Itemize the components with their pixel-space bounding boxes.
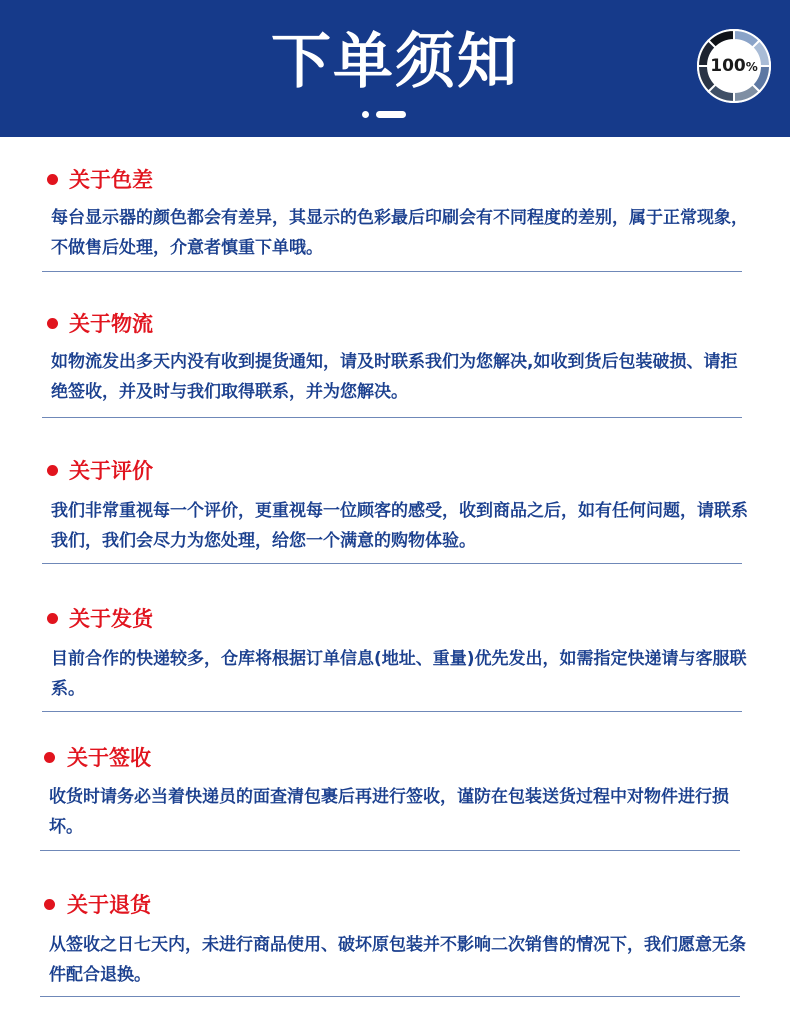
section-header — [0, 456, 790, 486]
bullet-icon — [44, 899, 55, 910]
section-body: 如物流发出多天内没有收到提货通知，请及时联系我们为您解决,如收到货后包装破损、请拒绝签收，并及时与我们取得联系，并为您解决。 — [51, 352, 738, 402]
section-body: 每台显示器的颜色都会有差异，其显示的色彩最后印刷会有不同程度的差别，属于正常现象，不做售后处理，介意者慎重下单哦。 — [51, 208, 748, 258]
bullet-icon — [47, 174, 58, 185]
section-divider — [40, 996, 740, 997]
header-banner — [0, 0, 790, 137]
gauge-label — [696, 28, 772, 104]
section-header — [0, 165, 790, 195]
section-divider — [42, 417, 742, 418]
section-title: 关于退货 — [67, 893, 151, 917]
section-header — [0, 604, 790, 634]
section-divider — [42, 271, 742, 272]
notice-section-return — [0, 890, 790, 1002]
section-header — [0, 743, 790, 773]
section-header — [0, 890, 790, 920]
gauge-value: 100 — [710, 56, 746, 76]
section-title: 关于签收 — [67, 746, 151, 770]
section-title: 关于评价 — [69, 459, 153, 483]
bullet-icon — [47, 465, 58, 476]
notice-section-review — [0, 456, 790, 568]
title-decoration — [362, 110, 412, 120]
notice-section-color — [0, 165, 790, 275]
section-divider — [42, 711, 742, 712]
section-title: 关于发货 — [69, 607, 153, 631]
section-body: 目前合作的快递较多，仓库将根据订单信息(地址、重量)优先发出，如需指定快递请与客服联系。 — [51, 649, 747, 699]
decoration-dash — [376, 111, 406, 118]
gauge-unit: % — [745, 60, 758, 74]
section-divider — [42, 563, 742, 564]
decoration-dot — [362, 111, 369, 118]
notice-section-logistics — [0, 309, 790, 421]
section-body: 从签收之日七天内，未进行商品使用、破坏原包装并不影响二次销售的情况下，我们愿意无条件配合退换。 — [49, 935, 746, 985]
section-title: 关于物流 — [69, 312, 153, 336]
notice-section-shipping — [0, 604, 790, 716]
section-divider — [40, 850, 740, 851]
section-header — [0, 309, 790, 339]
progress-gauge-badge — [696, 28, 772, 104]
bullet-icon — [44, 752, 55, 763]
section-body: 收货时请务必当着快递员的面查清包裹后再进行签收，谨防在包装送货过程中对物件进行损坏。 — [49, 787, 729, 837]
bullet-icon — [47, 318, 58, 329]
section-title: 关于色差 — [69, 168, 153, 192]
section-body: 我们非常重视每一个评价，更重视每一位顾客的感受，收到商品之后，如有任何问题，请联系我们，我们会尽力为您处理，给您一个满意的购物体验。 — [51, 501, 748, 551]
page-title: 下单须知 — [271, 27, 519, 97]
notice-section-receipt — [0, 743, 790, 855]
bullet-icon — [47, 613, 58, 624]
